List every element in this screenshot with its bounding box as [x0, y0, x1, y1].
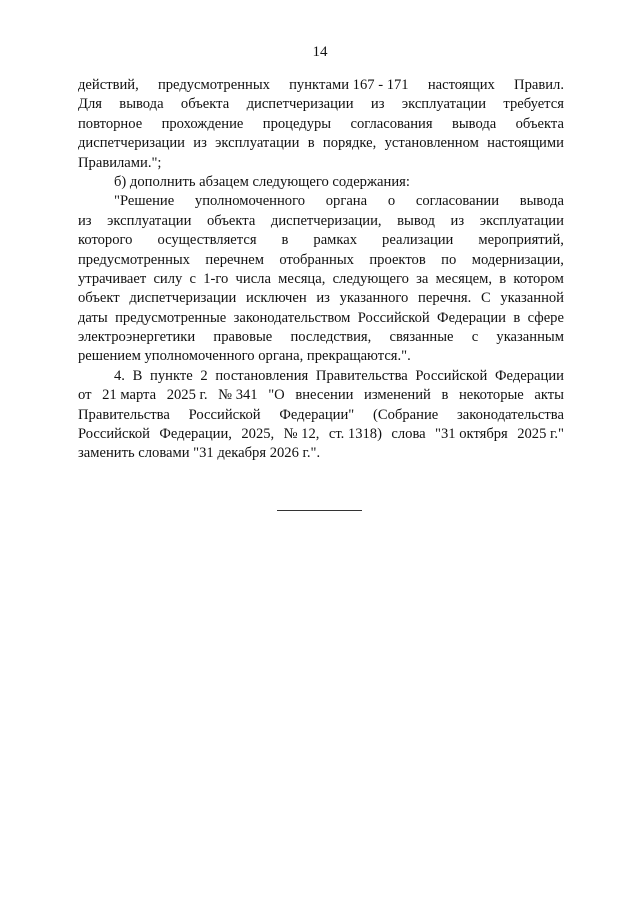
text-line: от 21 марта 2025 г. № 341 "О внесении изменений в некоторые акты	[78, 387, 564, 404]
text-line: действий, предусмотренных пунктами 167 - 171 настоящих Правил.	[78, 77, 564, 93]
page-number: 14	[312, 44, 328, 60]
text-line: Правилами.";	[78, 154, 162, 171]
text-line: "Решение уполномоченного органа о согласовании вывода	[114, 193, 564, 210]
document-body	[78, 76, 564, 464]
text-line: заменить словами "31 декабря 2026 г.".	[78, 445, 321, 462]
text-line: повторное прохождение процедуры согласования вывода объекта	[78, 115, 564, 132]
text-line: которого осуществляется в рамках реализации мероприятий,	[78, 232, 564, 249]
text-line: объект диспетчеризации исключен из указанного перечня. С указанной	[78, 290, 564, 307]
text-line: даты предусмотренные законодательством Российской Федерации в сфере	[78, 309, 564, 326]
text-line: Правительства Российской Федерации" (Собрание законодательства	[78, 406, 564, 423]
text-line: Российской Федерации, 2025, № 12, ст. 1318) слова "31 октября 2025 г."	[78, 426, 564, 443]
text-line: диспетчеризации из эксплуатации в порядке, установленном настоящими	[78, 135, 564, 152]
paragraph-heading: б) дополнить абзацем следующего содержания:	[114, 173, 410, 190]
text-line: решением уполномоченного органа, прекращаются.".	[78, 348, 411, 365]
text-line: утрачивает силу с 1-го числа месяца, следующего за месяцем, в котором	[78, 270, 564, 287]
text-line: электроэнергетики правовые последствия, связанные с указанным	[78, 329, 564, 346]
text-line: предусмотренных перечнем отобранных проектов по модернизации,	[78, 251, 564, 268]
text-line: из эксплуатации объекта диспетчеризации, вывод из эксплуатации	[78, 212, 564, 229]
text-line: 4. В пункте 2 постановления Правительства Российской Федерации	[114, 367, 564, 384]
end-divider-line	[277, 510, 362, 511]
text-line: Для вывода объекта диспетчеризации из эксплуатации требуется	[78, 96, 564, 113]
